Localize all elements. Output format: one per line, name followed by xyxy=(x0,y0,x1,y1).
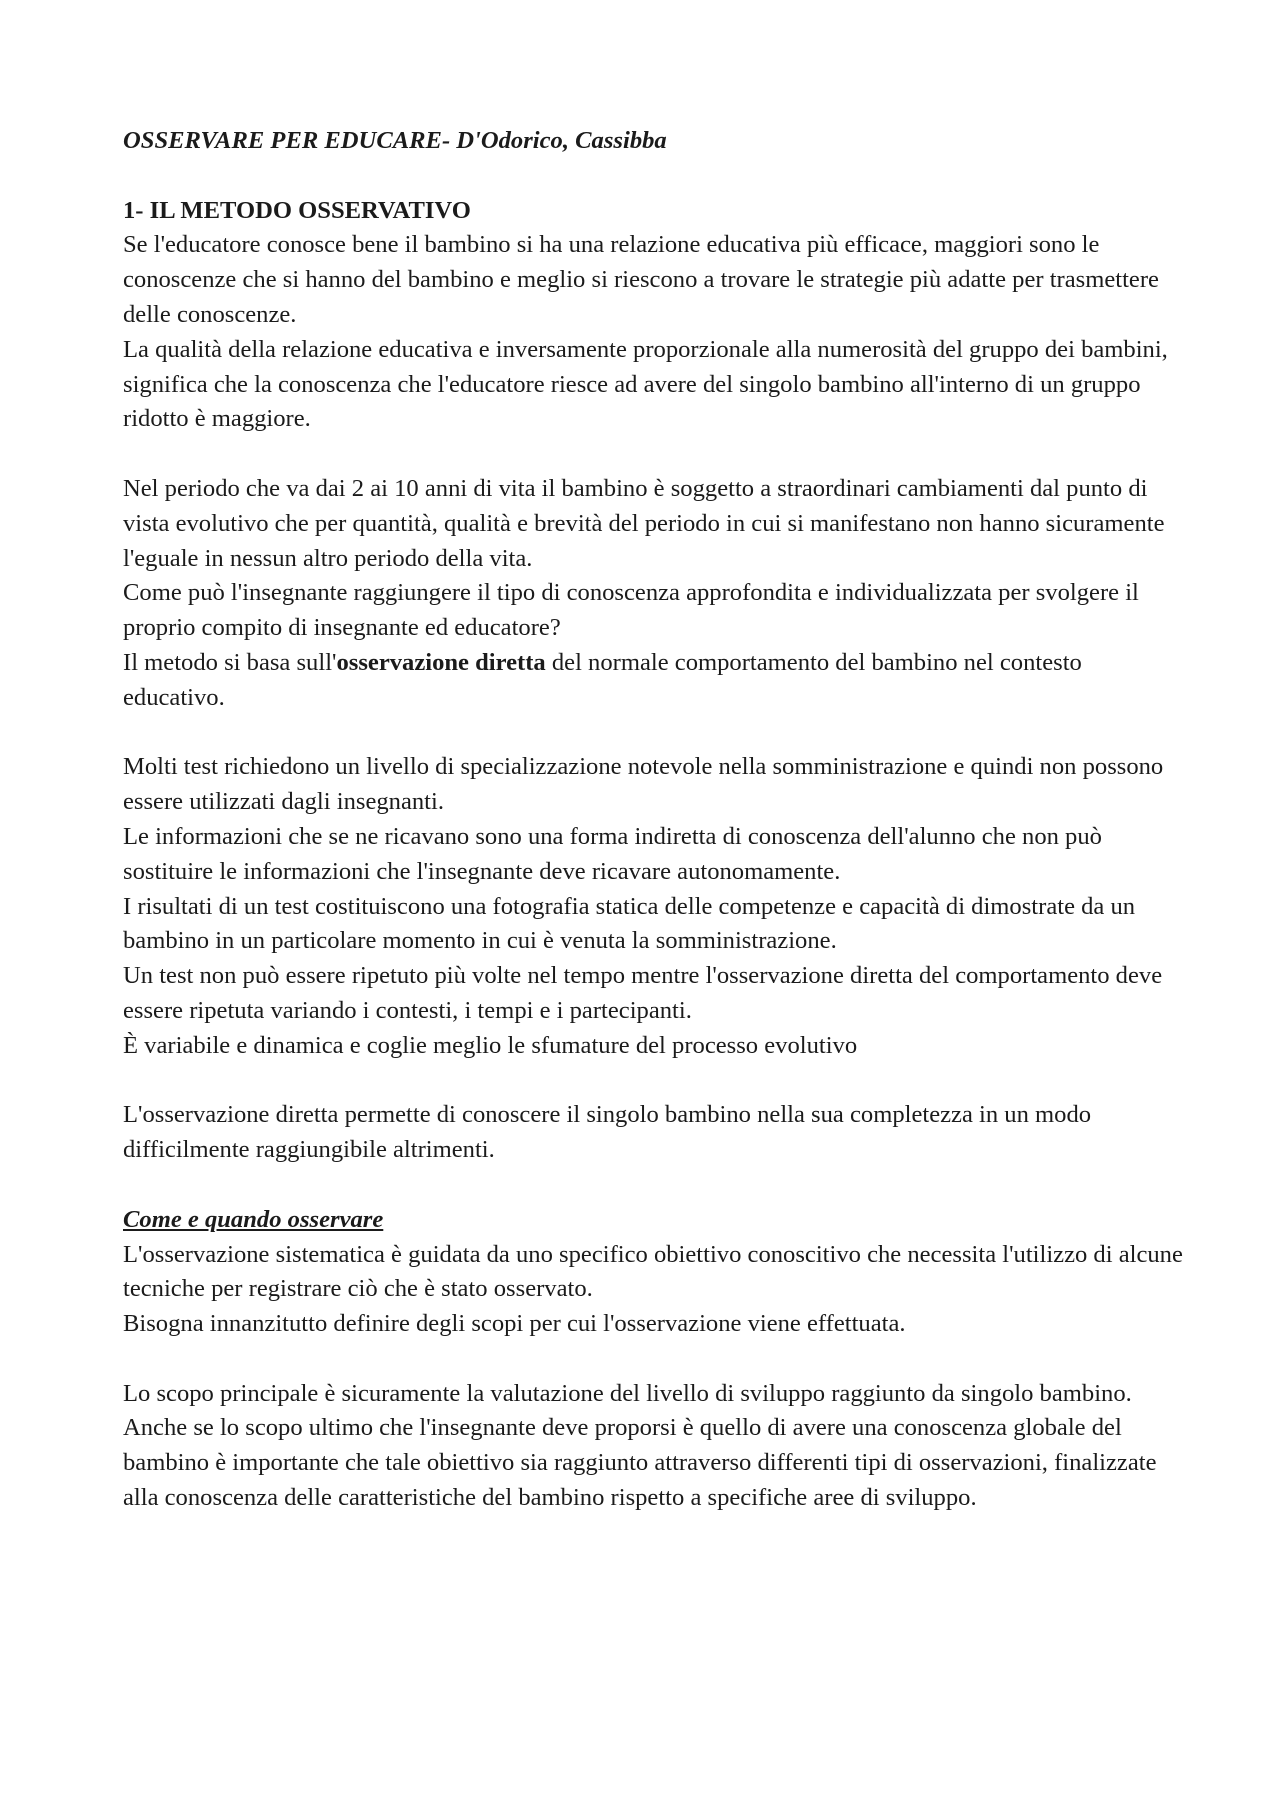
section-heading-metodo: 1- IL METODO OSSERVATIVO xyxy=(123,196,471,224)
bold-term: osservazione diretta xyxy=(336,648,546,676)
document-title: OSSERVARE PER EDUCARE- D'Odorico, Cassibba xyxy=(123,127,667,154)
paragraph-spacer xyxy=(123,1064,1183,1099)
paragraph-spacer xyxy=(123,1342,1183,1377)
paragraph: Molti test richiedono un livello di specializzazione notevole nella somministrazione e quindi non possono essere utilizzati dagli insegnanti. xyxy=(123,753,1164,816)
paragraph: Come può l'insegnante raggiungere il tipo di conoscenza approfondita e individualizzata per svolgere il proprio compito di insegnante ed educatore? xyxy=(123,579,1139,642)
paragraph: I risultati di un test costituiscono una fotografia statica delle competenze e capacità di dimostrate da un bambino in un particolare momento in cui è venuta la somministrazione. xyxy=(123,892,1136,955)
paragraph: L'osservazione diretta permette di conoscere il singolo bambino nella sua completezza in un modo difficilmente raggiungibile altrimenti. xyxy=(123,1101,1092,1164)
section-heading-come-e-quando: Come e quando osservare xyxy=(123,1205,384,1233)
paragraph: L'osservazione sistematica è guidata da uno specifico obiettivo conoscitivo che necessita l'utilizzo di alcune tecniche per registrare ciò che è stato osservato. xyxy=(123,1240,1183,1303)
paragraph: Se l'educatore conosce bene il bambino si ha una relazione educativa più efficace, maggiori sono le conoscenze che si hanno del bambino e meglio si riescono a trovare le strategie più adatte per trasmettere delle conoscenze. xyxy=(123,231,1159,328)
paragraph-spacer xyxy=(123,716,1183,751)
paragraph: Lo scopo principale è sicuramente la valutazione del livello di sviluppo raggiunto da singolo bambino. xyxy=(123,1379,1132,1407)
paragraph: La qualità della relazione educativa e inversamente proporzionale alla numerosità del gruppo dei bambini, significa che la conoscenza che l'educatore riesce ad avere del singolo bambino all'interno di un gruppo ridotto è maggiore. xyxy=(123,335,1168,433)
paragraph: Un test non può essere ripetuto più volte nel tempo mentre l'osservazione diretta del comportamento deve essere ripetuta variando i contesti, i tempi e i partecipanti. xyxy=(123,962,1163,1024)
text-run: del normale comportamento del bambino nel contesto educativo. xyxy=(123,648,1082,711)
paragraph-spacer xyxy=(123,437,1183,472)
text-run: Il metodo si basa sull' xyxy=(123,648,337,676)
paragraph-with-emphasis xyxy=(123,646,1183,716)
paragraph: Anche se lo scopo ultimo che l'insegnante deve proporsi è quello di avere una conoscenza globale del bambino è importante che tale obiettivo sia raggiunto attraverso differenti tipi di osservazioni, finalizzate alla conoscenza delle caratteristiche del bambino rispetto a specifiche aree di sviluppo. xyxy=(123,1414,1157,1512)
paragraph: Bisogna innanzitutto definire degli scopi per cui l'osservazione viene effettuata. xyxy=(123,1310,906,1338)
paragraph: Le informazioni che se ne ricavano sono una forma indiretta di conoscenza dell'alunno che non può sostituire le informazioni che l'insegnante deve ricavare autonomamente. xyxy=(123,822,1102,885)
paragraph: Nel periodo che va dai 2 ai 10 anni di vita il bambino è soggetto a straordinari cambiamenti dal punto di vista evolutivo che per quantità, qualità e brevità del periodo in cui si manifestano non hanno sicuramente l'eguale in nessun altro periodo della vita. xyxy=(123,474,1165,572)
paragraph-spacer xyxy=(123,1168,1183,1203)
document-page xyxy=(123,124,1183,1516)
paragraph: È variabile e dinamica e coglie meglio le sfumature del processo evolutivo xyxy=(123,1031,858,1059)
